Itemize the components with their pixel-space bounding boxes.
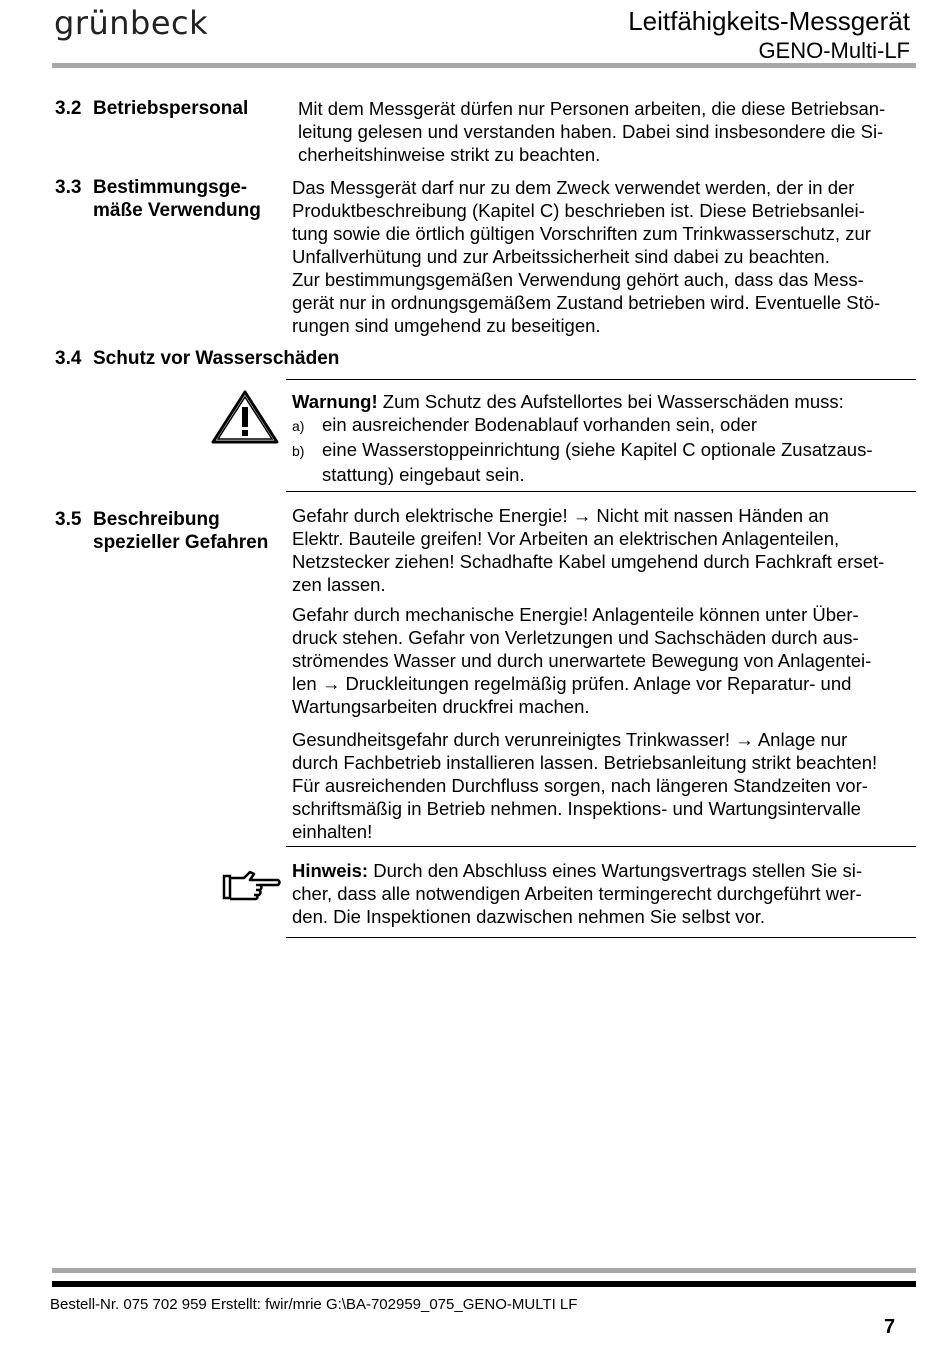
header-rule — [52, 63, 916, 68]
divider — [286, 491, 916, 492]
footer-order-info: Bestell-Nr. 075 702 959 Erstellt: fwir/mrie G:\BA-702959_075_GENO-MULTI LF — [50, 1296, 578, 1313]
text-line: gerät nur in ordnungsgemäßem Zustand betrieben wird. Eventuelle Stö- — [292, 292, 881, 313]
note-text: cher, dass alle notwendigen Arbeiten termingerecht durchgeführt wer- — [292, 883, 862, 904]
heading-line: Bestimmungsge- — [93, 177, 248, 198]
divider — [286, 937, 916, 938]
warning-text: Zum Schutz des Aufstellortes bei Wasserschäden muss: — [377, 391, 844, 412]
section-heading — [93, 176, 261, 222]
text-line: Unfallverhütung und zur Arbeitssicherheit sind dabei zu beachten. — [292, 246, 830, 267]
text-line: Wartungsarbeiten druckfrei machen. — [292, 696, 590, 717]
document-subtitle: GENO-Multi-LF — [758, 38, 910, 63]
text-line: Gesundheitsgefahr durch verunreinigtes Trinkwasser! → Anlage nur — [292, 729, 848, 750]
hazard-paragraph — [292, 504, 912, 596]
list-marker: b) — [292, 443, 305, 459]
text-line: druck stehen. Gefahr von Verletzungen und Sachschäden durch aus- — [292, 627, 859, 648]
text-line: einhalten! — [292, 821, 373, 842]
section-body — [292, 176, 912, 337]
text-line: Mit dem Messgerät dürfen nur Personen arbeiten, die diese Betriebsan- — [298, 98, 886, 119]
note-text: Durch den Abschluss eines Wartungsvertrags stellen Sie si- — [368, 860, 862, 881]
text-line: Gefahr durch elektrische Energie! → Nicht mit nassen Händen an — [292, 505, 829, 526]
warning-triangle-icon — [210, 389, 280, 445]
text-line: durch Fachbetrieb installieren lassen. Betriebsanleitung strikt beachten! — [292, 752, 878, 773]
list-item-continuation: stattung) eingebaut sein. — [322, 464, 525, 485]
section-heading: Betriebspersonal — [93, 98, 249, 119]
divider — [286, 379, 916, 380]
page-number: 7 — [884, 1316, 896, 1338]
text-line: Das Messgerät darf nur zu dem Zweck verwendet werden, der in der — [292, 177, 855, 198]
section-body — [298, 97, 910, 166]
brand-logo: grünbeck — [54, 4, 209, 42]
text-line: len → Druckleitungen regelmäßig prüfen. Anlage vor Reparatur- und — [292, 673, 852, 694]
text-line: cherheitshinweise strikt zu beachten. — [298, 144, 601, 165]
section-heading: Schutz vor Wasserschäden — [93, 348, 340, 369]
text-line: leitung gelesen und verstanden haben. Dabei sind insbesondere die Si- — [298, 121, 884, 142]
divider — [286, 846, 916, 847]
hazard-paragraph — [292, 728, 912, 843]
section-number: 3.3 — [55, 177, 82, 198]
warning-label: Warnung! — [292, 391, 378, 412]
section-number: 3.4 — [55, 348, 82, 369]
text-line: Für ausreichenden Durchfluss sorgen, nach längeren Standzeiten vor- — [292, 775, 868, 796]
footer-rule — [52, 1268, 916, 1273]
text-line: strömendes Wasser und durch unerwartete Bewegung von Anlagentei- — [292, 650, 872, 671]
text-line: tung sowie die örtlich gültigen Vorschriften zum Trinkwasserschutz, zur — [292, 223, 871, 244]
section-heading — [93, 508, 268, 554]
note-block — [292, 859, 912, 928]
list-item: eine Wasserstoppeinrichtung (siehe Kapitel C optionale Zusatzaus- — [322, 439, 873, 460]
text-line: Produktbeschreibung (Kapitel C) beschrieben ist. Diese Betriebsanlei- — [292, 200, 865, 221]
footer-rule — [52, 1281, 916, 1287]
pointing-hand-icon — [220, 868, 282, 904]
text-line: Elektr. Bauteile greifen! Vor Arbeiten an elektrischen Anlagenteilen, — [292, 528, 840, 549]
list-item: ein ausreichender Bodenablauf vorhanden sein, oder — [322, 414, 758, 435]
text-line: rungen sind umgehend zu beseitigen. — [292, 315, 601, 336]
text-line: Netzstecker ziehen! Schadhafte Kabel umgehend durch Fachkraft erset- — [292, 551, 885, 572]
list-marker: a) — [292, 418, 305, 434]
heading-line: spezieller Gefahren — [93, 532, 269, 553]
text-line: Zur bestimmungsgemäßen Verwendung gehört auch, dass das Mess- — [292, 269, 864, 290]
section-number: 3.5 — [55, 509, 82, 530]
heading-line: mäße Verwendung — [93, 200, 261, 221]
hazard-paragraph — [292, 603, 912, 718]
text-line: zen lassen. — [292, 574, 386, 595]
heading-line: Beschreibung — [93, 509, 220, 530]
note-text: den. Die Inspektionen dazwischen nehmen Sie selbst vor. — [292, 906, 766, 927]
note-label: Hinweis: — [292, 860, 369, 881]
warning-block — [292, 390, 912, 486]
text-line: Gefahr durch mechanische Energie! Anlagenteile können unter Über- — [292, 604, 859, 625]
text-line: schriftsmäßig in Betrieb nehmen. Inspektions- und Wartungsintervalle — [292, 798, 861, 819]
document-title: Leitfähigkeits-Messgerät — [628, 6, 910, 36]
section-number: 3.2 — [55, 98, 82, 119]
